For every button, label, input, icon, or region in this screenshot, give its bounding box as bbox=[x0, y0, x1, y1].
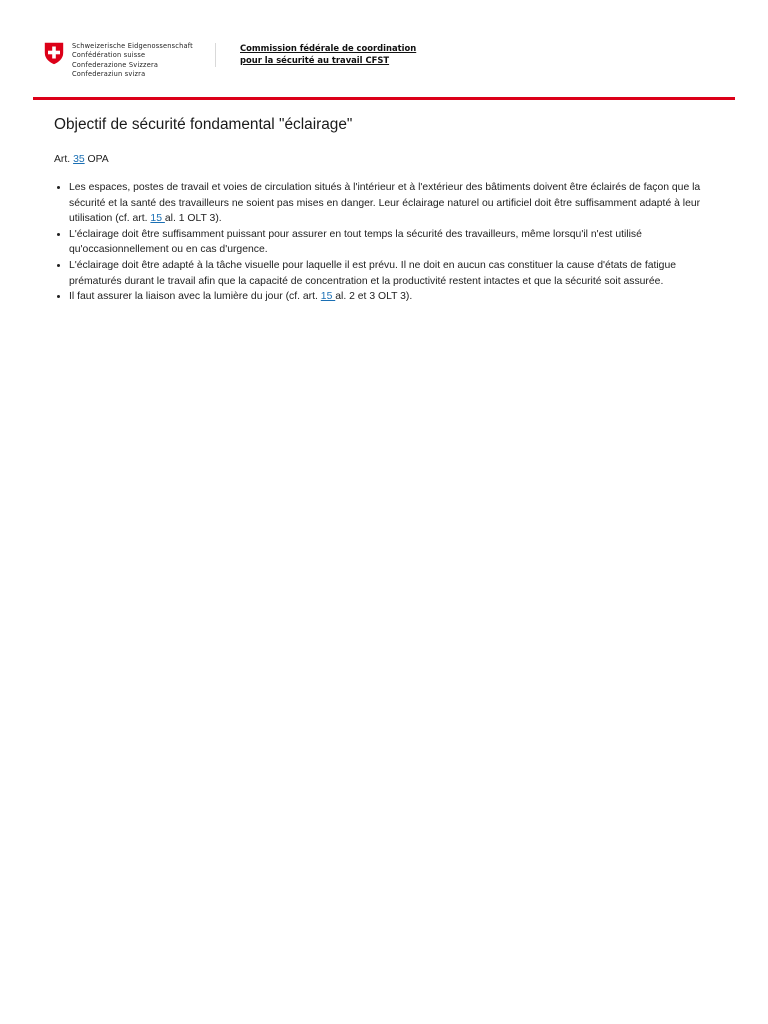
page-title: Objectif de sécurité fondamental "éclairage" bbox=[54, 116, 353, 133]
article-15-link[interactable]: 15 bbox=[150, 213, 165, 225]
list-item bbox=[69, 289, 718, 305]
list-item bbox=[69, 227, 718, 258]
confederation-name-de: Schweizerische Eidgenossenschaft bbox=[72, 42, 193, 50]
header-divider bbox=[215, 43, 216, 67]
article-35-link[interactable]: 35 bbox=[73, 154, 85, 165]
commission-link[interactable] bbox=[240, 42, 416, 66]
confederation-name-it: Confederazione Svizzera bbox=[72, 60, 159, 69]
requirements-list bbox=[54, 180, 718, 305]
article-ref-suffix: OPA bbox=[84, 154, 109, 165]
list-item-text: Il faut assurer la liaison avec la lumière du jour (cf. art. bbox=[69, 291, 321, 303]
site-header bbox=[0, 0, 768, 98]
list-item-text: al. 2 et 3 OLT 3). bbox=[335, 291, 413, 303]
header-red-rule bbox=[33, 97, 735, 100]
confederation-names bbox=[72, 42, 193, 80]
confederation-name-rm: Confederaziun svizra bbox=[72, 70, 146, 79]
list-item bbox=[69, 258, 718, 289]
article-15-link[interactable]: 15 bbox=[320, 291, 336, 303]
swiss-cross-shield-icon[interactable] bbox=[44, 42, 64, 65]
main-content bbox=[54, 114, 718, 305]
list-item-text: Les espaces, postes de travail et voies de circulation situés à l'intérieur et à l'extérieur des bâtiments doivent être éclairés de façon que la sécurité et la santé des travailleurs ne soient pas mises en danger. Leur éclairage naturel ou artificiel doit être suffisamment adapté à leur utilisation (cf. art. bbox=[69, 182, 701, 225]
commission-link-line2[interactable]: pour la sécurité au travail CFST bbox=[240, 55, 390, 66]
confederation-name-fr: Confédération suisse bbox=[72, 51, 146, 60]
article-ref-prefix: Art. bbox=[54, 154, 74, 165]
list-item-text: L'éclairage doit être suffisamment puissant pour assurer en tout temps la sécurité des travailleurs, même lorsqu'il n'est utilisé qu'occasionnellement ou en cas d'urgence. bbox=[69, 228, 642, 256]
list-item-text: L'éclairage doit être adapté à la tâche visuelle pour laquelle il est prévu. Il ne doit en aucun cas constituer la cause d'états de fatigue prématurés durant le travail afin que la capacité de concentration et la productivité restent intactes et que la sécurité soit assurée. bbox=[69, 259, 677, 287]
article-reference bbox=[54, 153, 718, 167]
commission-link-line1[interactable]: Commission fédérale de coordination bbox=[240, 43, 417, 53]
list-item-text: al. 1 OLT 3). bbox=[164, 213, 222, 225]
list-item bbox=[69, 180, 718, 227]
